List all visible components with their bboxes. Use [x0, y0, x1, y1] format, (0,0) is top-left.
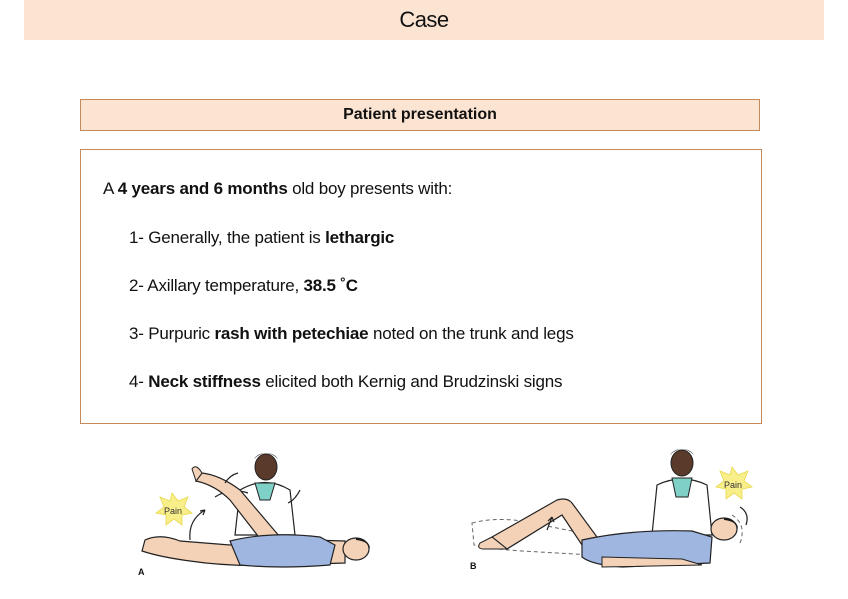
intro-suffix: old boy presents with:: [287, 179, 453, 198]
finding-prefix: 1- Generally, the patient is: [129, 228, 326, 247]
pain-label: Pain: [164, 506, 183, 516]
finding-keyword: rash with petechiae: [214, 324, 369, 343]
finding-keyword: Neck stiffness: [148, 372, 261, 391]
presentation-box: [80, 149, 762, 424]
finding-suffix: noted on the trunk and legs: [368, 324, 574, 343]
finding-keyword: lethargic: [325, 228, 395, 247]
finding-prefix: 4-: [129, 372, 149, 391]
slide-title-bar: [24, 0, 824, 40]
finding-item: [129, 228, 394, 248]
slide-title: Case: [399, 7, 449, 32]
section-header: [80, 99, 760, 131]
intro-line: [103, 179, 452, 199]
section-header-label: Patient presentation: [343, 106, 497, 123]
finding-item: [129, 372, 562, 392]
doctor-figure: [652, 449, 712, 535]
finding-suffix: elicited both Kernig and Brudzinski signs: [260, 372, 563, 391]
finding-prefix: 2- Axillary temperature,: [129, 276, 304, 295]
finding-keyword: 38.5 ˚C: [303, 276, 358, 295]
finding-prefix: 3- Purpuric: [129, 324, 215, 343]
figure-label-a: A: [138, 567, 145, 577]
finding-item: [129, 324, 574, 344]
finding-item: [129, 276, 358, 296]
pain-burst-icon: [716, 467, 752, 499]
brudzinski-sign-illustration: [462, 445, 757, 580]
kernig-sign-illustration: [130, 445, 390, 580]
intro-age: 4 years and 6 months: [117, 179, 288, 198]
figure-label-b: B: [470, 561, 477, 571]
pain-label: Pain: [724, 480, 743, 490]
intro-prefix: A: [103, 179, 118, 198]
pain-burst-icon: [156, 493, 192, 525]
